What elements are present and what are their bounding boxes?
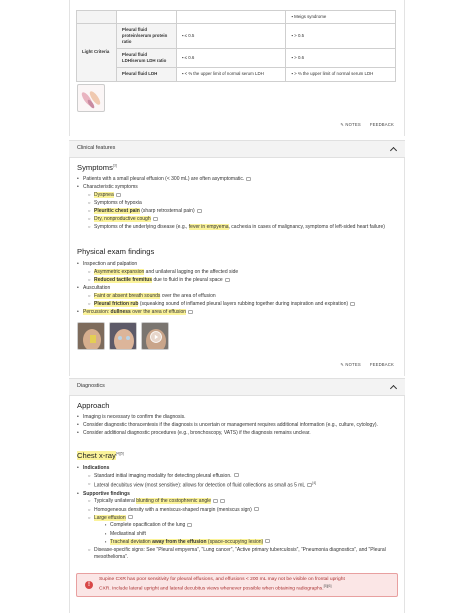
card-actions (340, 122, 394, 128)
chevron-up-icon[interactable] (390, 146, 397, 153)
chevron-up-icon[interactable] (390, 384, 397, 391)
approach-list (77, 414, 395, 438)
row-group-label: Light Criteria (77, 23, 117, 81)
alert-icon: ! (85, 581, 93, 589)
card-actions (340, 362, 394, 368)
exam-list (77, 261, 395, 317)
list-item: • Percussion: dullness over the area of effusion (77, 309, 395, 316)
list-item: ○ Asymmetric expansion and unilateral lagging on the affected side (83, 269, 395, 276)
clinical-features-header[interactable] (69, 140, 405, 158)
list-item: ○ Homogeneous density with a meniscus-shaped margin (meniscus sign) (83, 507, 395, 514)
exam-video-thumbnail[interactable] (141, 322, 169, 350)
exam-media-thumbnails (77, 322, 169, 350)
list-item: • Indications ○ Standard initial imaging modality for detecting pleural effusion. ○ Lateral decubitus view (most sensitive): allows for detection of fluid collections as small as 5 mL [4] (77, 465, 395, 489)
list-item: • Patients with a small pleural effusion (< 300 mL) are often asymptomatic. (77, 176, 395, 183)
exam-photo-thumbnail[interactable] (77, 322, 105, 350)
exam-photo-thumbnail[interactable] (109, 322, 137, 350)
info-icon[interactable] (234, 473, 239, 477)
table-cell: > 0.6 (294, 54, 305, 60)
list-item: ▪ Complete opacification of the lung (94, 522, 395, 529)
image-icon[interactable] (187, 523, 192, 527)
image-icon[interactable] (254, 507, 259, 511)
table-row: Light Criteria Pleural fluid protein/serum protein ratio ▪ ≤ 0.5 ▪ > 0.5 (77, 23, 396, 48)
list-item: • Auscultation ○ Faint or absent breath sounds over the area of effusion ○ Pleural friction rub (squeaking sound of inflamed pleural layers rubbing together during inspiration and expiration) (77, 285, 395, 308)
list-item: • Imaging is necessary to confirm the diagnosis. (77, 414, 395, 421)
info-icon[interactable] (197, 209, 202, 213)
table-cell: ≤ 0.5 (184, 32, 195, 38)
list-item: ○ Pleuritic chest pain (sharp retrosternal pain) (83, 208, 395, 215)
image-icon[interactable] (265, 539, 270, 543)
list-item: ▪ Tracheal deviation away from the effusion (space-occupying lesion) (94, 539, 395, 546)
table-cell: Pleural fluid protein/serum protein ratio (116, 23, 176, 48)
figure-thumbnails (77, 84, 105, 112)
table-row: ▪ Meigs syndrome (77, 11, 396, 24)
back-exam-image (110, 323, 137, 350)
list-item: ○ Pleural friction rub (squeaking sound of inflamed pleural layers rubbing together during inspiration and expiration) (83, 301, 395, 308)
feedback-button[interactable]: FEEDBACK (369, 362, 394, 367)
alert-text: Supine CXR has poor sensitivity for pleural effusions, and effusions < 200 mL may not be visible on frontal upright CXR. Include lateral upright and lateral decubitus views whenever possible when obtaining radiographs.[5][6] (99, 577, 345, 592)
list-item: ○ Reduced tactile fremitus due to fluid in the pleural space (83, 277, 395, 284)
list-item: ○ Standard initial imaging modality for detecting pleural effusion. (83, 473, 395, 480)
cxr-list (77, 465, 395, 562)
list-item: ○ Dry, nonproductive cough (83, 216, 395, 223)
table-cell: > 0.5 (294, 32, 305, 38)
info-icon[interactable] (225, 278, 230, 282)
table-cell: ≤ 0.6 (184, 54, 195, 60)
info-icon[interactable] (246, 177, 251, 181)
list-item: ○ Large effusion ▪ Complete opacification of the lung ▪ Mediastinal shift ▪ Tracheal deviation away from the effusion (space-occupying lesion) (83, 515, 395, 546)
light-criteria-table (76, 10, 396, 82)
list-item: ○ Symptoms of hypoxia (83, 200, 395, 207)
pleural-fluid-thumbnail[interactable] (77, 84, 105, 112)
section-title: Clinical features (77, 145, 116, 152)
cxr-heading: Chest x-ray[4][5] (77, 451, 124, 460)
list-item: ○ Faint or absent breath sounds over the area of effusion (83, 293, 395, 300)
tubes-image (78, 85, 105, 112)
play-icon[interactable] (150, 331, 162, 343)
list-item: ○ Disease-specific signs: See “Pleural empyema”, “Lung cancer”, “Active primary tuberculosis”, “Pneumonia diagnostics”, and “Pleural mesothelioma”. (83, 547, 395, 561)
image-icon[interactable] (220, 499, 225, 503)
info-icon[interactable] (213, 499, 218, 503)
info-icon[interactable] (153, 217, 158, 221)
approach-heading: Approach (77, 401, 110, 410)
diagnostics-header[interactable] (69, 378, 405, 396)
list-item: ○ Lateral decubitus view (most sensitive): allows for detection of fluid collections as small as 5 mL [4] (83, 481, 395, 489)
table-cell: < ⅔ the upper limit of normal serum LDH (184, 71, 264, 77)
feedback-button[interactable]: FEEDBACK (369, 122, 394, 127)
table-row: Pleural fluid LDH/serum LDH ratio ▪ ≤ 0.6 ▪ > 0.6 (77, 48, 396, 67)
info-icon[interactable] (188, 310, 193, 314)
symptoms-list (77, 176, 395, 233)
list-item: • Consider additional diagnostic procedures (e.g., bronchoscopy, VATS) if the diagnosis remains unclear. (77, 430, 395, 437)
table-row: Pleural fluid LDH ▪ < ⅔ the upper limit of normal serum LDH ▪ > ⅔ the upper limit of normal serum LDH (77, 67, 396, 81)
notes-button[interactable]: ✎ NOTES (340, 122, 361, 127)
table-cell: Pleural fluid LDH/serum LDH ratio (116, 48, 176, 67)
table-cell: Pleural fluid LDH (116, 67, 176, 81)
list-item: ○ Dyspnea (83, 192, 395, 199)
list-item: ▪ Mediastinal shift (94, 531, 395, 538)
list-item: ○ Typically unilateral blunting of the costophrenic angle (83, 498, 395, 505)
list-item: ○ Symptoms of the underlying disease (e.g., fever in empyema, cachexia in cases of malignancy, symptoms of left-sided heart failure) (83, 224, 395, 231)
table-cell: Meigs syndrome (294, 14, 327, 19)
table-cell: > ⅔ the upper limit of normal serum LDH (294, 71, 374, 77)
info-icon[interactable] (116, 193, 121, 197)
image-icon[interactable] (128, 515, 133, 519)
supine-cxr-alert (76, 573, 398, 597)
percussion-image (78, 323, 105, 350)
list-item: • Characteristic symptoms ○ Dyspnea ○ Symptoms of hypoxia ○ Pleuritic chest pain (sharp retrosternal pain) ○ Dry, nonproductive cough ○ Symptoms of the underlying disease (e.g., fever in empyema, cachexia in cases of malignancy, symptoms of left-sided heart failure) (77, 184, 395, 231)
list-item: • Supportive findings ○ Typically unilateral blunting of the costophrenic angle ○ Homogeneous density with a meniscus-shaped margin (meniscus sign) ○ Large effusion ▪ Complete opacification of the lung ▪ Mediastinal shift ▪ Tracheal deviation away from the effusion (space-occupying lesion) ○ Disease-specific signs: See “Pleural empyema”, “Lung cancer”, “Active primary tuberculosis”, “Pneumonia diagnostics”, and “Pleural mesothelioma”. (77, 491, 395, 561)
symptoms-heading: Symptoms[3] (77, 163, 117, 172)
list-item: • Consider diagnostic thoracentesis if the diagnosis is uncertain or management requires additional information (e.g., culture, cytology). (77, 422, 395, 429)
info-icon[interactable] (350, 302, 355, 306)
list-item: • Inspection and palpation ○ Asymmetric expansion and unilateral lagging on the affected side ○ Reduced tactile fremitus due to fluid in the pleural space (77, 261, 395, 284)
section-title: Diagnostics (77, 383, 105, 390)
exam-heading: Physical exam findings (77, 247, 155, 256)
notes-button[interactable]: ✎ NOTES (340, 362, 361, 367)
